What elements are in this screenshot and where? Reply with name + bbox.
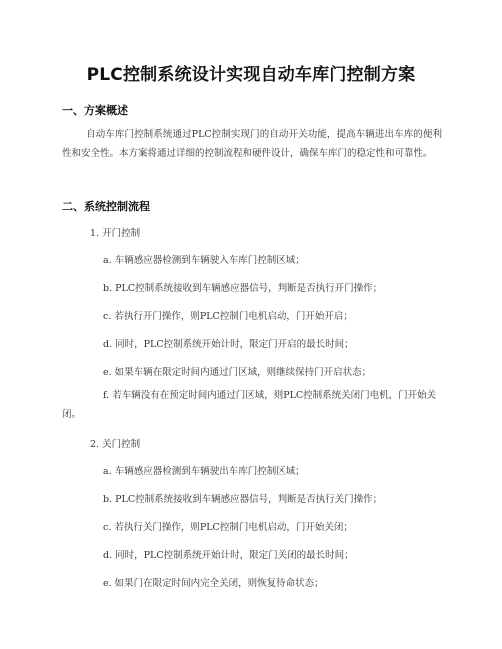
document-title: PLC控制系统设计实现自动车库门控制方案: [86, 65, 416, 85]
list-item: d. 同时，PLC控制系统开始计时，限定门开启的最长时间；: [103, 339, 354, 350]
list-item: e. 如果车辆在限定时间内通过门区域，则继续保持门开启状态；: [103, 367, 372, 378]
list-item: c. 若执行关门操作，则PLC控制门电机启动，门开始关闭；: [103, 522, 353, 533]
step-open-door: 1. 开门控制: [90, 228, 141, 239]
list-item-text: f. 若车辆没有在预定时间内通过门区域，则PLC控制系统关闭门电机，门开始关闭。: [62, 390, 437, 420]
list-item: a. 车辆感应器检测到车辆驶入车库门控制区域；: [103, 255, 305, 266]
section-heading-overview: 一、方案概述: [62, 104, 128, 117]
list-item: b. PLC控制系统接收到车辆感应器信号，判断是否执行开门操作；: [103, 283, 383, 294]
list-item-wrapped: [62, 386, 442, 424]
list-item: a. 车辆感应器检测到车辆驶出车库门控制区域；: [103, 466, 305, 477]
list-item: d. 同时，PLC控制系统开始计时，限定门关闭的最长时间；: [103, 550, 354, 561]
list-item: e. 如果门在限定时间内完全关闭，则恢复待命状态；: [103, 578, 324, 589]
overview-paragraph: [62, 125, 442, 163]
list-item: c. 若执行开门操作，则PLC控制门电机启动，门开始开启；: [103, 311, 353, 322]
step-close-door: 2. 关门控制: [90, 439, 141, 450]
overview-paragraph-text: 自动车库门控制系统通过PLC控制实现门的自动开关功能，提高车辆进出车库的便利性和安全性。本方案将通过详细的控制流程和硬件设计，确保车库门的稳定性和可靠性。: [62, 129, 442, 159]
list-item: b. PLC控制系统接收到车辆感应器信号，判断是否执行关门操作；: [103, 494, 383, 505]
section-heading-control-flow: 二、系统控制流程: [62, 200, 150, 213]
